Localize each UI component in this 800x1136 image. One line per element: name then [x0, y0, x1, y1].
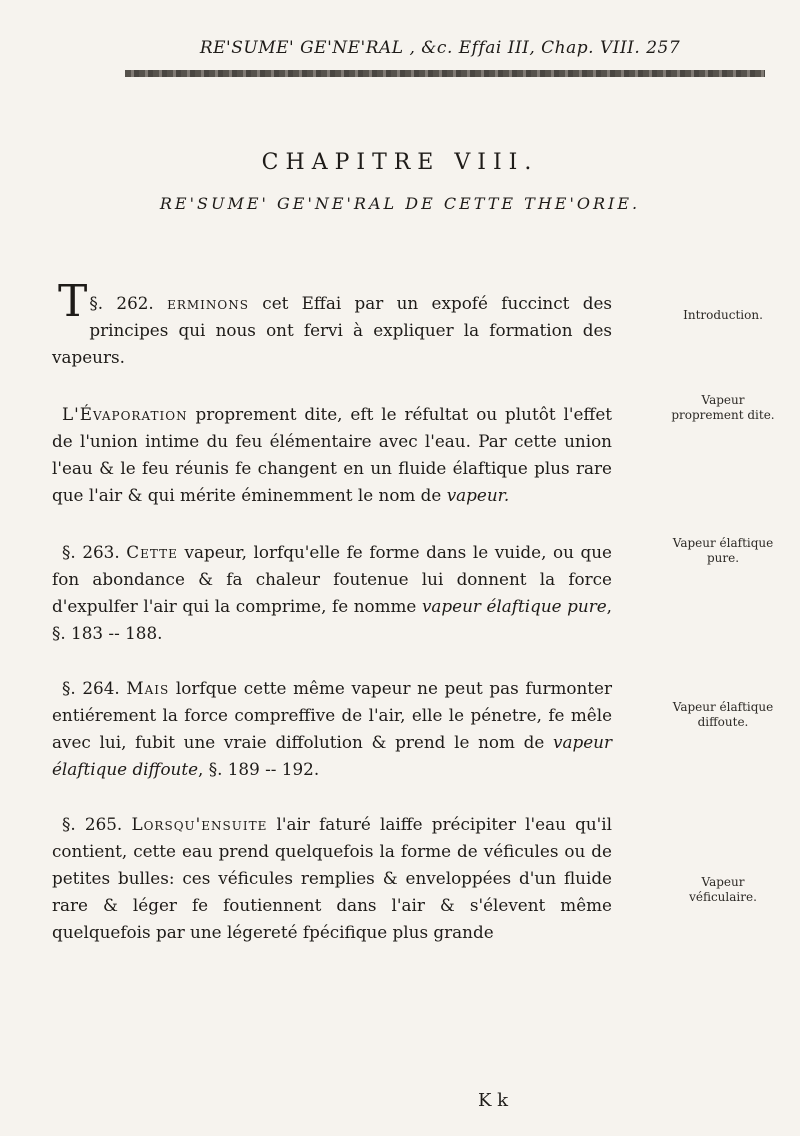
- paragraph-262: [52, 276, 612, 371]
- margin-note-introduction: Introduction.: [683, 308, 763, 322]
- emphasis: vapeur.: [446, 485, 510, 505]
- small-caps-word: Cette: [126, 542, 178, 562]
- chapter-subtitle: RE'SUME' GE'NE'RAL DE CETTE THE'ORIE.: [159, 194, 641, 213]
- margin-note-vapeur-elastique-pure: Vapeur élaftique pure.: [672, 536, 774, 565]
- drop-cap: T: [58, 276, 88, 327]
- paragraph-265: [52, 811, 612, 946]
- ornamental-rule: [125, 70, 765, 77]
- emphasis: vapeur élaftique pure: [421, 596, 607, 616]
- paragraph-text: cet Effai par un expofé fuccinct des principes qui nous ont fervi à expliquer la formation des vapeurs.: [52, 293, 612, 367]
- small-caps-word: Lorsqu'ensuite: [131, 814, 268, 834]
- paragraph-text: vapeur, lorfqu'elle fe forme dans le vuide, ou que fon abondance & fa chaleur foutenue lui donnent la force d'expulfer l'air qui la comprime, fe nomme: [52, 542, 612, 616]
- section-number: §. 263.: [62, 542, 120, 562]
- margin-note-vapeur-proprement-dite: Vapeur proprement dite.: [671, 393, 775, 422]
- paragraph-text-after: , §. 183 -- 188.: [52, 596, 612, 643]
- paragraph-text: lorfque cette même vapeur ne peut pas furmonter entiérement la force compreffive de l'air, elle le pénetre, fe mêle avec lui, fubit une vraie diffolution & prend le nom de: [52, 678, 612, 752]
- small-caps-word: erminons: [167, 293, 249, 313]
- running-head: RE'SUME' GE'NE'RAL , &c. Effai III, Chap. VIII. 257: [199, 38, 681, 58]
- section-number: §. 264.: [62, 678, 120, 698]
- catchword: K k: [478, 1090, 509, 1111]
- section-number: §. 265.: [62, 814, 123, 834]
- margin-note-vapeur-vesiculaire: Vapeur véficulaire.: [689, 875, 757, 904]
- paragraph-264: [52, 675, 612, 783]
- paragraph-text: l'air faturé laiffe précipiter l'eau qu'il contient, cette eau prend quelquefois la forme de véficules ou de petites bulles: ces véficules remplies & enveloppées d'un fluide rare & léger fe foutiennent dans l'air & s'élevent même quelquefois par une légereté fpécifique plus grande: [52, 814, 612, 942]
- margin-note-vapeur-elastique-dissoute: Vapeur élaftique diffoute.: [672, 700, 774, 729]
- paragraph-263: [52, 539, 612, 647]
- small-caps-word: L'Évaporation: [62, 404, 188, 424]
- section-number: §. 262.: [89, 293, 154, 313]
- chapter-title: CHAPITRE VIII.: [261, 150, 539, 175]
- paragraph-evaporation: [52, 401, 612, 509]
- body-text: [52, 276, 612, 946]
- small-caps-word: Mais: [126, 678, 170, 698]
- emphasis: vapeur élaftique diffoute: [52, 732, 612, 779]
- paragraph-text-after: , §. 189 -- 192.: [198, 759, 320, 779]
- paragraph-text: proprement dite, eft le réfultat ou plutôt l'effet de l'union intime du feu élémentaire avec l'eau. Par cette union l'eau & le feu réunis fe changent en un fluide élaftique plus rare que l'air & qui mérite éminemment le nom de: [52, 404, 612, 505]
